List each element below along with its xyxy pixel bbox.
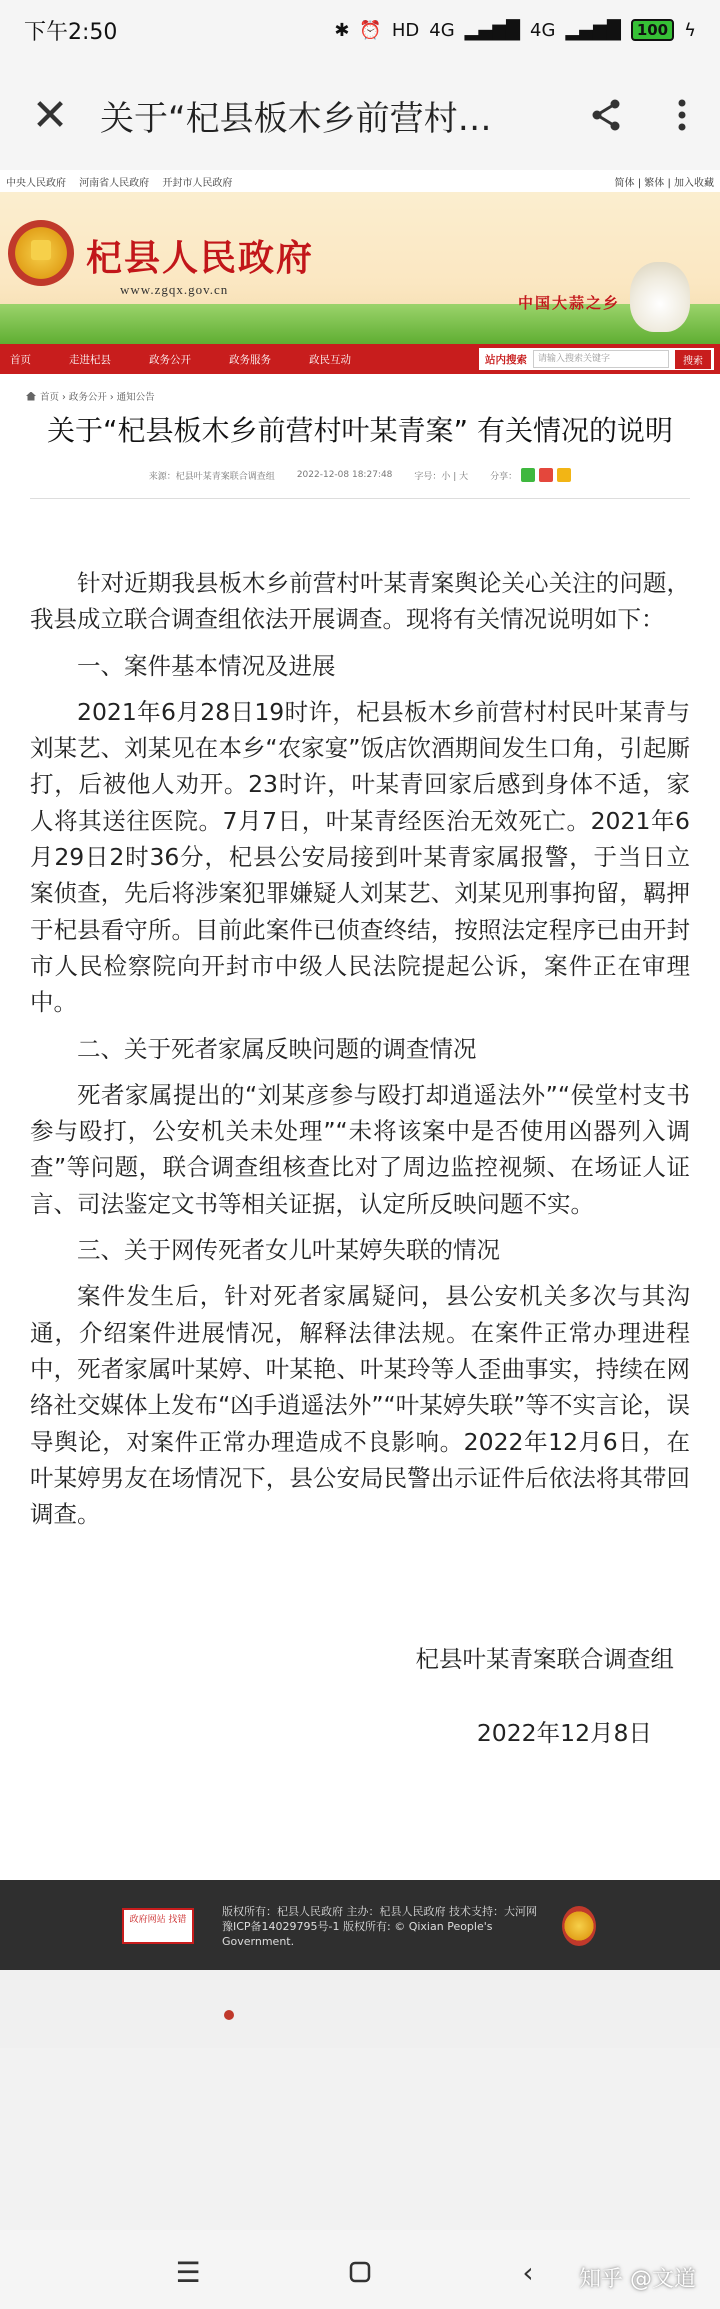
back-icon: ‹: [522, 2255, 534, 2289]
link-central-gov[interactable]: 中央人民政府: [6, 177, 66, 189]
footer-strip: [0, 1970, 720, 2048]
nav-home[interactable]: 首页: [10, 353, 31, 366]
signal-icon-2: ▂▄▆█: [565, 19, 621, 41]
nav-gov-info[interactable]: 政务公开: [149, 353, 191, 366]
meta-source: 来源：杞县叶某青案联合调查组: [148, 471, 275, 482]
status-time: 下午2:50: [24, 19, 118, 45]
home-icon: [26, 392, 36, 401]
section-heading-2: 二、关于死者家属反映问题的调查情况: [77, 1034, 477, 1063]
section-paragraph-1: 2021年6月28日19时许，杞县板木乡前营村村民叶某青与刘某艺、刘某见在本乡“农家宴”饭店饮酒期间发生口角，引起厮打，后被他人劝开。23时许，叶某青回家后感到身体不适，家人将其送往医院。7月7日，叶某青经医治无效死亡。2021年6月29日2时36分，杞县公安局接到叶某青家属报警，于当日立案侦查，先后将涉案犯罪嫌疑人刘某艺、刘某见刑事拘留，羁押于杞县看守所。目前此案件已侦查终结，按照法定程序已由开封市人民检察院向开封市中级人民法院提起公诉，案件正在审理中。: [30, 697, 690, 1017]
site-name: 杞县人民政府: [86, 237, 315, 279]
link-henan-gov[interactable]: 河南省人民政府: [79, 177, 150, 189]
close-button[interactable]: [0, 60, 100, 170]
breadcrumb-text[interactable]: 首页 › 政务公开 › 通知公告: [40, 392, 155, 403]
bluetooth-icon: ✱: [334, 19, 350, 41]
share-label: 分享：: [490, 471, 518, 482]
close-icon: ✕: [31, 89, 69, 141]
zhihu-watermark: 知乎 @文道: [579, 2267, 696, 2292]
breadcrumb: [0, 384, 720, 408]
article-body: [0, 565, 720, 1532]
section-heading-1: 一、案件基本情况及进展: [77, 651, 336, 680]
site-search: [479, 348, 714, 370]
footer-text: [222, 1904, 542, 1949]
search-input[interactable]: 请输入搜索关键字: [533, 350, 669, 368]
article-date: 2022年12月8日: [476, 1719, 652, 1748]
article-intro: 针对近期我县板木乡前营村叶某青案舆论关心关注的问题，我县成立联合调查组依法开展调查。现将有关情况说明如下：: [30, 569, 690, 634]
browser-toolbar: [0, 60, 720, 170]
wechat-icon[interactable]: [521, 468, 535, 482]
search-button[interactable]: 搜索: [675, 350, 711, 369]
share-icon: [589, 98, 623, 132]
site-slogan: 中国大蒜之乡: [518, 294, 621, 312]
charging-icon: ϟ: [684, 19, 696, 41]
section-paragraph-2: 死者家属提出的“刘某彦参与殴打却逍遥法外”“侯堂村支书参与殴打，公安机关未处理”“未将该案中是否使用凶器列入调查”等问题，联合调查组核查比对了周边监控视频、在场证人证言、司法鉴定文书等相关证据，认定所反映问题不实。: [30, 1080, 690, 1218]
footer-line-1: 版权所有：杞县人民政府 主办：杞县人民政府 技术支持：大河网: [222, 1905, 537, 1918]
site-url: www.zgqx.gov.cn: [120, 282, 229, 297]
article-title: 关于“杞县板木乡前营村叶某青案” 有关情况的说明: [47, 414, 673, 447]
share-group: [490, 468, 571, 482]
signal-4g-label: 4G: [429, 19, 455, 41]
signal-4g-label-2: 4G: [530, 19, 556, 41]
section-paragraph-3: 案件发生后，针对死者家属疑问，县公安机关多次与其沟通，介绍案件进展情况，解释法律法规。在案件正常办理进程中，死者家属叶某婷、叶某艳、叶某玲等人歪曲事实，持续在网络社交媒体上发布“凶手逍遥法外”“叶某婷失联”等不实言论，误导舆论，对案件正常办理造成不良影响。2022年12月6日，在叶某婷男友在场情况下，县公安局民警出示证件后依法将其带回调查。: [30, 1282, 690, 1529]
language-links[interactable]: 简体 | 繁体 | 加入收藏: [614, 177, 714, 189]
top-links-bar: [0, 170, 720, 192]
main-nav: [0, 344, 720, 374]
article-meta: [0, 468, 720, 482]
qzone-icon[interactable]: [557, 468, 571, 482]
garlic-image: [630, 262, 690, 332]
home-square-icon: [349, 2261, 371, 2283]
site-banner: [0, 192, 720, 344]
web-page: [0, 170, 720, 2048]
nav-about[interactable]: 走进杞县: [69, 353, 111, 366]
national-emblem-icon: [8, 220, 74, 286]
status-icons: [334, 19, 696, 41]
meta-date: 2022-12-08 18:27:48: [296, 470, 393, 480]
status-bar: [0, 0, 720, 60]
nav-interaction[interactable]: 政民互动: [309, 353, 351, 366]
title-divider: [30, 498, 690, 499]
home-button[interactable]: [340, 2252, 380, 2292]
back-button[interactable]: [508, 2252, 548, 2292]
search-label: 站内搜索: [485, 353, 527, 366]
signal-icon: ▂▄▆█: [464, 19, 521, 41]
footer-line-2: 豫ICP备14029795号-1 版权所有: © Qixian People's Government.: [222, 1920, 493, 1948]
link-kaifeng-gov[interactable]: 开封市人民政府: [162, 177, 233, 189]
more-vert-icon: [677, 98, 687, 132]
recent-apps-button[interactable]: [168, 2252, 208, 2292]
battery-icon: 100: [631, 19, 674, 41]
alarm-icon: ⏰: [359, 19, 382, 41]
site-footer: [0, 1880, 720, 1970]
party-emblem-icon[interactable]: [562, 1906, 596, 1946]
article-signature: 杞县叶某青案联合调查组: [415, 1645, 674, 1674]
section-heading-3: 三、关于网传死者女儿叶某婷失联的情况: [77, 1236, 500, 1265]
police-badge-icon: [224, 2010, 234, 2020]
browser-title: 关于“杞县板木乡前营村…: [100, 98, 492, 139]
weibo-icon[interactable]: [539, 468, 553, 482]
gov-site-error-logo[interactable]: 政府网站 找错: [122, 1908, 194, 1944]
hd-badge: HD: [391, 19, 420, 41]
nav-services[interactable]: 政务服务: [229, 353, 271, 366]
menu-icon: ☰: [175, 2255, 201, 2289]
font-size-control[interactable]: 字号：小 | 大: [414, 471, 469, 482]
more-options-button[interactable]: [644, 60, 720, 170]
share-button[interactable]: [568, 60, 644, 170]
